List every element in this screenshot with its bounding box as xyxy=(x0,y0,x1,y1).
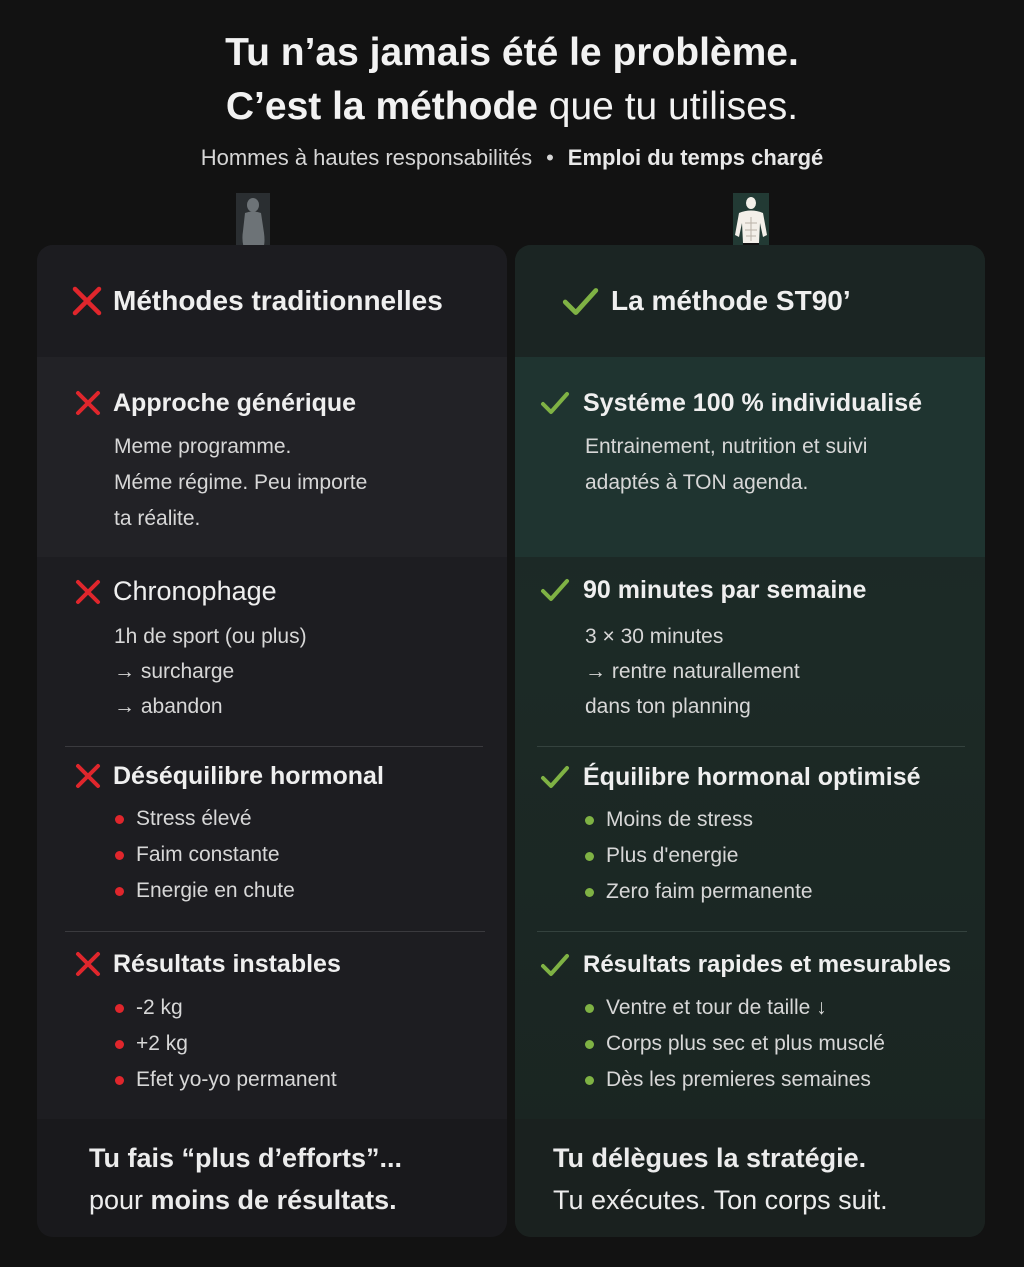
footer-line1: Tu fais “plus d’efforts”... xyxy=(89,1143,403,1173)
section-body xyxy=(585,990,885,1098)
bullet-item xyxy=(115,990,337,1026)
bullet-text: Plus d'energie xyxy=(606,844,739,867)
bullet-item xyxy=(585,874,813,910)
body-line: → rentre naturallement xyxy=(585,660,800,683)
bullet-item xyxy=(115,801,295,837)
card-footer-st90 xyxy=(515,1119,985,1237)
bullet-text: -2 kg xyxy=(136,996,183,1019)
section-title-text: 90 minutes par semaine xyxy=(583,575,867,604)
cross-icon xyxy=(73,949,103,979)
bullet-item xyxy=(115,1062,337,1098)
headline-line2-bold: C’est la méthode xyxy=(225,85,538,128)
section-body xyxy=(115,801,295,909)
section-body xyxy=(585,619,800,724)
subline xyxy=(0,145,1024,171)
body-line: dans ton planning xyxy=(585,695,751,718)
body-line: 3 × 30 minutes xyxy=(585,625,724,648)
bullet-dot xyxy=(585,816,594,825)
card-title: Méthodes traditionnelles xyxy=(113,285,443,316)
headline-line1: Tu n’as jamais été le problème. xyxy=(225,31,799,74)
bullet-item xyxy=(585,1026,885,1062)
bullet-dot xyxy=(585,888,594,897)
section-title-text: Chronophage xyxy=(113,576,277,606)
section-fast-results xyxy=(515,932,985,1119)
bullet-text: Stress élevé xyxy=(136,807,252,830)
body-line: ta réalite. xyxy=(114,507,201,530)
bullet-text: Energie en chute xyxy=(136,879,295,902)
check-icon xyxy=(559,282,601,320)
headline-line2-light: que tu utilises. xyxy=(537,85,799,128)
bullet-dot xyxy=(115,815,124,824)
section-title-text: Résultats instables xyxy=(113,949,341,978)
section-body xyxy=(115,990,337,1098)
footer-line2: Tu exécutes. Ton corps suit. xyxy=(553,1185,888,1215)
section-body xyxy=(585,802,813,910)
bullet-text: Ventre et tour de taille ↓ xyxy=(606,996,827,1019)
section-title-text: Déséquilibre hormonal xyxy=(113,761,384,790)
cross-icon xyxy=(73,577,103,607)
section-body xyxy=(114,429,367,537)
headline-line2 xyxy=(0,80,1024,134)
body-line: Meme programme. xyxy=(114,435,292,458)
footer-line2-bold: moins de résultats. xyxy=(150,1185,397,1215)
st90-method-card xyxy=(515,245,985,1237)
bullet-dot xyxy=(115,1076,124,1085)
section-title-text: Résultats rapides et mesurables xyxy=(583,951,952,978)
section-title xyxy=(73,576,277,607)
bullet-text: Dès les premieres semaines xyxy=(606,1068,871,1091)
bullet-dot xyxy=(585,852,594,861)
body-line: Méme régime. Peu importe xyxy=(114,471,368,494)
bullet-item xyxy=(585,802,813,838)
section-title xyxy=(73,949,341,979)
cross-icon xyxy=(73,761,103,791)
section-title xyxy=(537,388,922,418)
bullet-item xyxy=(115,837,295,873)
section-body xyxy=(114,619,307,724)
section-hormonal-imbalance xyxy=(37,747,507,931)
footer-line2 xyxy=(89,1179,507,1221)
card-header-st90 xyxy=(515,245,985,357)
card-title: La méthode ST90’ xyxy=(611,285,851,316)
cross-icon xyxy=(69,283,105,319)
section-body xyxy=(585,429,867,501)
check-icon xyxy=(537,950,573,980)
bullet-dot xyxy=(115,1040,124,1049)
section-90-minutes xyxy=(515,557,985,745)
bullet-dot xyxy=(585,1040,594,1049)
bullet-text: Zero faim permanente xyxy=(606,880,813,903)
check-icon xyxy=(537,575,573,605)
footer-line2-light: pour xyxy=(89,1185,151,1215)
section-title-text: Approche générique xyxy=(113,388,357,417)
section-title xyxy=(537,950,951,980)
bullet-text: Corps plus sec et plus musclé xyxy=(606,1032,885,1055)
section-title xyxy=(73,761,384,791)
subline-right: Emploi du temps chargé xyxy=(567,145,824,170)
section-individualized xyxy=(515,357,985,557)
bullet-text: Efet yo-yo permanent xyxy=(136,1068,337,1091)
section-title-text: Équilibre hormonal optimisé xyxy=(583,762,921,791)
body-line: Entrainement, nutrition et suivi xyxy=(585,435,868,458)
bullet-item xyxy=(115,873,295,909)
section-title xyxy=(537,762,921,792)
card-footer-traditional xyxy=(37,1119,507,1237)
subline-left: Hommes à hautes responsabilités xyxy=(200,145,533,170)
check-icon xyxy=(537,762,573,792)
bullet-item xyxy=(585,1062,885,1098)
bullet-text: +2 kg xyxy=(136,1032,188,1055)
body-line: adaptés à TON agenda. xyxy=(585,471,809,494)
check-icon xyxy=(537,388,573,418)
bullet-item xyxy=(585,990,885,1026)
subline-separator: • xyxy=(546,145,554,170)
section-hormonal-balance xyxy=(515,747,985,931)
bullet-dot xyxy=(585,1076,594,1085)
body-line: 1h de sport (ou plus) xyxy=(114,625,307,648)
section-title-text: Systéme 100 % individualisé xyxy=(583,388,923,417)
bullet-dot xyxy=(115,1004,124,1013)
bullet-text: Faim constante xyxy=(136,843,280,866)
traditional-methods-card xyxy=(37,245,507,1237)
bullet-item xyxy=(115,1026,337,1062)
cross-icon xyxy=(73,388,103,418)
bullet-item xyxy=(585,838,813,874)
headline xyxy=(0,26,1024,134)
footer-line1: Tu délègues la stratégie. xyxy=(553,1143,867,1173)
section-generic-approach xyxy=(37,357,507,557)
section-unstable-results xyxy=(37,932,507,1119)
bullet-dot xyxy=(115,887,124,896)
bullet-dot xyxy=(115,851,124,860)
card-header-traditional xyxy=(37,245,507,357)
section-title xyxy=(73,388,356,418)
body-line: → abandon xyxy=(114,695,223,718)
section-title xyxy=(537,575,866,605)
body-line: → surcharge xyxy=(114,660,235,683)
bullet-dot xyxy=(585,1004,594,1013)
bullet-text: Moins de stress xyxy=(606,808,754,831)
section-time-consuming xyxy=(37,557,507,745)
